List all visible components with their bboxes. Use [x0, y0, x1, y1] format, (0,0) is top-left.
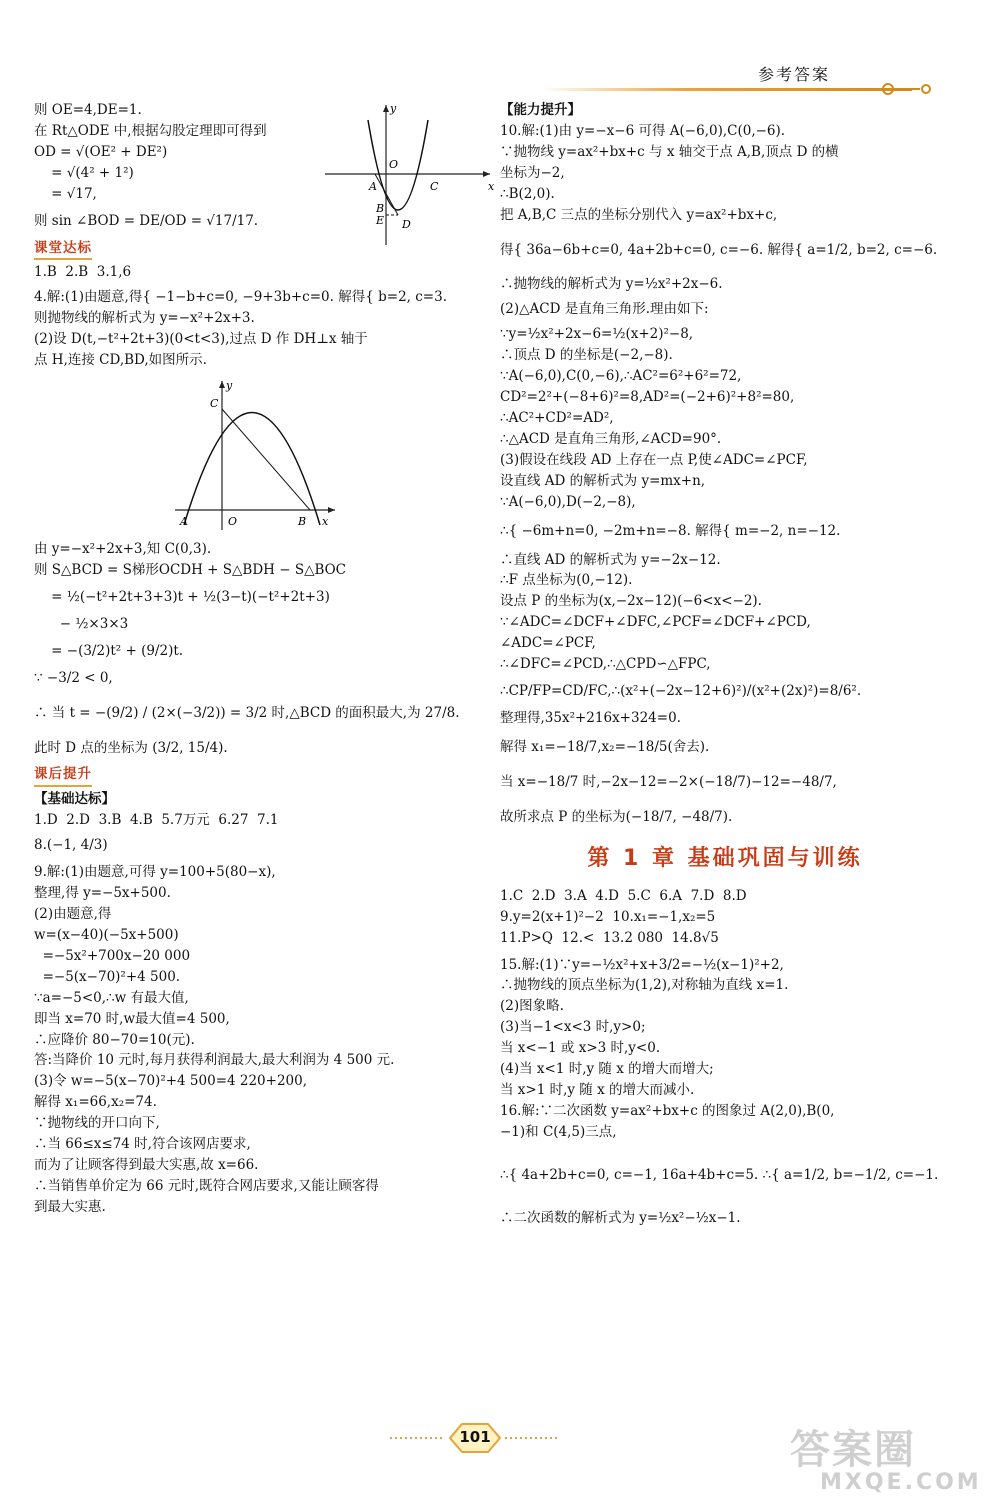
figure-parabola-2 [170, 375, 340, 535]
fig2-label-x: x [322, 515, 329, 529]
ability-title: 【能力提升】 [500, 102, 581, 118]
q10-line: 设直线 AD 的解析式为 y=mx+n, [500, 472, 706, 489]
q10-line: ∴顶点 D 的坐标是(−2,−8). [500, 347, 673, 364]
q10-line: ∵抛物线 y=ax²+bx+c 与 x 轴交于点 A,B,顶点 D 的横 [500, 143, 839, 160]
q9-line: ∴应降价 80−70=10(元). [34, 1031, 195, 1048]
q10-line: 整理得,35x²+216x+324=0. [500, 709, 681, 726]
q9-line: 9.解:(1)由题意,可得 y=100+5(80−x), [34, 864, 276, 881]
chapter-title: 第 1 章 基础巩固与训练 [587, 845, 863, 871]
watermark-logo: 答案圈 [790, 1427, 916, 1473]
q15-line: 15.解:(1)∵y=−½x²+x+3/2=−½(x−1)²+2, [500, 956, 784, 973]
q9-line: 即当 x=70 时,w最大值=4 500, [34, 1010, 230, 1027]
q9-line: ∵a=−5<0,∴w 有最大值, [34, 989, 189, 1006]
q10-line: ∴{ −6m+n=0, −2m+n=−8. 解得{ m=−2, n=−12. [500, 522, 841, 539]
chapter-answers: 9.y=2(x+1)²−2 10.x₁=−1,x₂=5 [500, 908, 716, 925]
q16-line: ∴{ 4a+2b+c=0, c=−1, 16a+4b+c=5. ∴{ a=1/2, b=−1/2, c=−1. [500, 1166, 939, 1183]
q4-calc-line: = −(3/2)t² + (9/2)t. [34, 642, 184, 659]
intro-line: = √(4² + 1²) [34, 164, 134, 181]
q10-line: ∴直线 AD 的解析式为 y=−2x−12. [500, 551, 721, 568]
q9-line: =−5x²+700x−20 000 [34, 947, 191, 964]
page-header [520, 58, 940, 98]
q4-line: 则抛物线的解析式为 y=−x²+2x+3. [34, 310, 255, 327]
q10-line: 把 A,B,C 三点的坐标分别代入 y=ax²+bx+c, [500, 206, 778, 223]
fig2-label-a: A [180, 515, 188, 529]
q4-calc-line: = ½(−t²+2t+3+3)t + ½(3−t)(−t²+2t+3) [34, 588, 330, 605]
q10-line: 坐标为−2, [500, 164, 565, 181]
q10-line: (3)假设在线段 AD 上存在一点 P,使∠ADC=∠PCF, [500, 451, 808, 468]
fig2-label-o: O [228, 515, 238, 529]
intro-line: 则 sin ∠BOD = DE/OD = √17/17. [34, 212, 259, 229]
q9-line: ∵抛物线的开口向下, [34, 1115, 160, 1132]
q15-line: (2)图象略. [500, 998, 564, 1015]
q9-line: w=(x−40)(−5x+500) [34, 926, 179, 943]
q10-line: ∴△ACD 是直角三角形,∠ACD=90°. [500, 430, 722, 447]
q9-line: 到最大实惠. [34, 1198, 106, 1215]
q9-line: 答:当降价 10 元时,每月获得利润最大,最大利润为 4 500 元. [34, 1052, 395, 1069]
q4-line: (2)设 D(t,−t²+2t+3)(0<t<3),过点 D 作 DH⊥x 轴于 [34, 331, 368, 348]
q9-line: =−5(x−70)²+4 500. [34, 968, 181, 985]
figure-parabola-1 [320, 100, 500, 250]
basic-answers: 1.D 2.D 3.B 4.B 5.7万元 6.27 7.1 [34, 812, 279, 829]
q10-line: ∴F 点坐标为(0,−12). [500, 572, 633, 589]
fig1-label-b: B [376, 202, 385, 215]
q9-line: ∴当 66≤x≤74 时,符合该网店要求, [34, 1136, 251, 1153]
header-rule [540, 88, 912, 91]
fig1-label-x: x [488, 180, 495, 193]
fig1-label-d: D [402, 218, 411, 231]
header-title: 参考答案 [757, 65, 830, 84]
q9-line: 解得 x₁=66,x₂=74. [34, 1094, 157, 1111]
header-ornament-icon [880, 81, 940, 97]
q15-line: ∴抛物线的顶点坐标为(1,2),对称轴为直线 x=1. [500, 977, 789, 994]
q4-line: 点 H,连接 CD,BD,如图所示. [34, 352, 207, 369]
section-tag-after: 课后提升 [34, 764, 92, 787]
q15-line: (4)当 x<1 时,y 随 x 的增大而增大; [500, 1061, 714, 1078]
q4-line: 4.解:(1)由题意,得{ −1−b+c=0, −9+3b+c=0. 解得{ b=2, c=3. [34, 289, 447, 306]
chapter-answers: 1.C 2.D 3.A 4.D 5.C 6.A 7.D 8.D [500, 887, 747, 904]
fig1-label-e: E [376, 214, 385, 227]
fig1-label-y: y [390, 102, 397, 115]
q4-calc-line: − ½×3×3 [34, 615, 129, 632]
intro-line: 在 Rt△ODE 中,根据勾股定理即可得到 [34, 122, 267, 139]
q10-line: ∴AC²+CD²=AD², [500, 409, 614, 426]
q10-line: ∴抛物线的解析式为 y=½x²+2x−6. [500, 276, 723, 293]
q9-line: (2)由题意,得 [34, 905, 112, 922]
class-answers: 1.B 2.B 3.1,6 [34, 264, 132, 281]
q10-line: 当 x=−18/7 时,−2x−12=−2×(−18/7)−12=−48/7, [500, 773, 837, 790]
q10-line: 设点 P 的坐标为(x,−2x−12)(−6<x<−2). [500, 593, 762, 610]
q16-line: 16.解:∵二次函数 y=ax²+bx+c 的图象过 A(2,0),B(0, [500, 1102, 835, 1119]
q10-line: ∴∠DFC=∠PCD,∴△CPD∽△FPC, [500, 656, 711, 673]
q9-line: (3)令 w=−5(x−70)²+4 500=4 220+200, [34, 1073, 308, 1090]
watermark-url: MXQE.COM [820, 1470, 982, 1495]
q9-line: 而为了让顾客得到最大实惠,故 x=66. [34, 1157, 259, 1174]
q4-calc-line: 此时 D 点的坐标为 (3/2, 15/4). [34, 739, 228, 756]
right-column [500, 100, 950, 1229]
q4-calc-line: 则 S△BCD = S梯形OCDH + S△BDH − S△BOC [34, 561, 347, 578]
left-column [34, 100, 495, 1218]
intro-line: OD = √(OE² + DE²) [34, 143, 168, 160]
q10-line: (2)△ACD 是直角三角形.理由如下: [500, 301, 709, 318]
q10-line: ∵y=½x²+2x−6=½(x+2)²−8, [500, 326, 694, 343]
basic-answers: 8.(−1, 4/3) [34, 837, 108, 854]
q10-line: 解得 x₁=−18/7,x₂=−18/5(舍去). [500, 738, 710, 755]
basic-title: 【基础达标】 [34, 791, 115, 808]
q10-line: 得{ 36a−6b+c=0, 4a+2b+c=0, c=−6. 解得{ a=1/2, b=2, c=−6. [500, 241, 938, 258]
q10-line: ∵∠ADC=∠DCF+∠DFC,∠PCF=∠DCF+∠PCD, [500, 614, 811, 631]
q16-line: ∴二次函数的解析式为 y=½x²−½x−1. [500, 1209, 741, 1226]
section-tag-class: 课堂达标 [34, 238, 92, 261]
q15-line: 当 x<−1 或 x>3 时,y<0. [500, 1040, 661, 1057]
q10-line: CD²=2²+(−8+6)²=8,AD²=(−2+6)²+8²=80, [500, 389, 795, 406]
fig2-label-c: C [210, 397, 219, 411]
page-number: 101 [459, 1428, 491, 1446]
intro-line: 则 OE=4,DE=1. [34, 102, 142, 118]
q10-line: 故所求点 P 的坐标为(−18/7, −48/7). [500, 808, 733, 825]
q16-line: −1)和 C(4,5)三点, [500, 1123, 617, 1140]
q10-line: ∴CP/FP=CD/FC,∴(x²+(−2x−12+6)²)/(x²+(2x)²)=8/6². [500, 683, 862, 700]
q15-line: (3)当−1<x<3 时,y>0; [500, 1019, 646, 1036]
q10-line: ∵A(−6,0),D(−2,−8), [500, 493, 636, 510]
q4-calc-line: 由 y=−x²+2x+3,知 C(0,3). [34, 541, 212, 558]
fig2-label-y: y [226, 379, 233, 393]
q10-line: ∵A(−6,0),C(0,−6),∴AC²=6²+6²=72, [500, 368, 742, 385]
q9-line: 整理,得 y=−5x+500. [34, 885, 171, 902]
q9-line: ∴当销售单价定为 66 元时,既符合网店要求,又能让顾客得 [34, 1177, 379, 1194]
intro-line: = √17, [34, 185, 97, 202]
chapter-answers: 11.P>Q 12.< 13.2 080 14.8√5 [500, 929, 719, 946]
fig1-label-a: A [369, 180, 377, 193]
fig1-label-o: O [389, 158, 399, 171]
fig1-label-c: C [430, 180, 439, 193]
fig2-label-b: B [298, 515, 307, 529]
q4-calc-line: ∴ 当 t = −(9/2) / (2×(−3/2)) = 3/2 时,△BCD 的面积最大,为 27/8. [34, 704, 460, 721]
q4-calc-line: ∵ −3/2 < 0, [34, 669, 113, 686]
page-footer [390, 1418, 560, 1458]
q10-line: 10.解:(1)由 y=−x−6 可得 A(−6,0),C(0,−6). [500, 122, 786, 139]
q15-line: 当 x>1 时,y 随 x 的增大而减小. [500, 1082, 695, 1099]
q10-line: ∴B(2,0). [500, 185, 555, 202]
q10-line: ∠ADC=∠PCF, [500, 635, 596, 652]
